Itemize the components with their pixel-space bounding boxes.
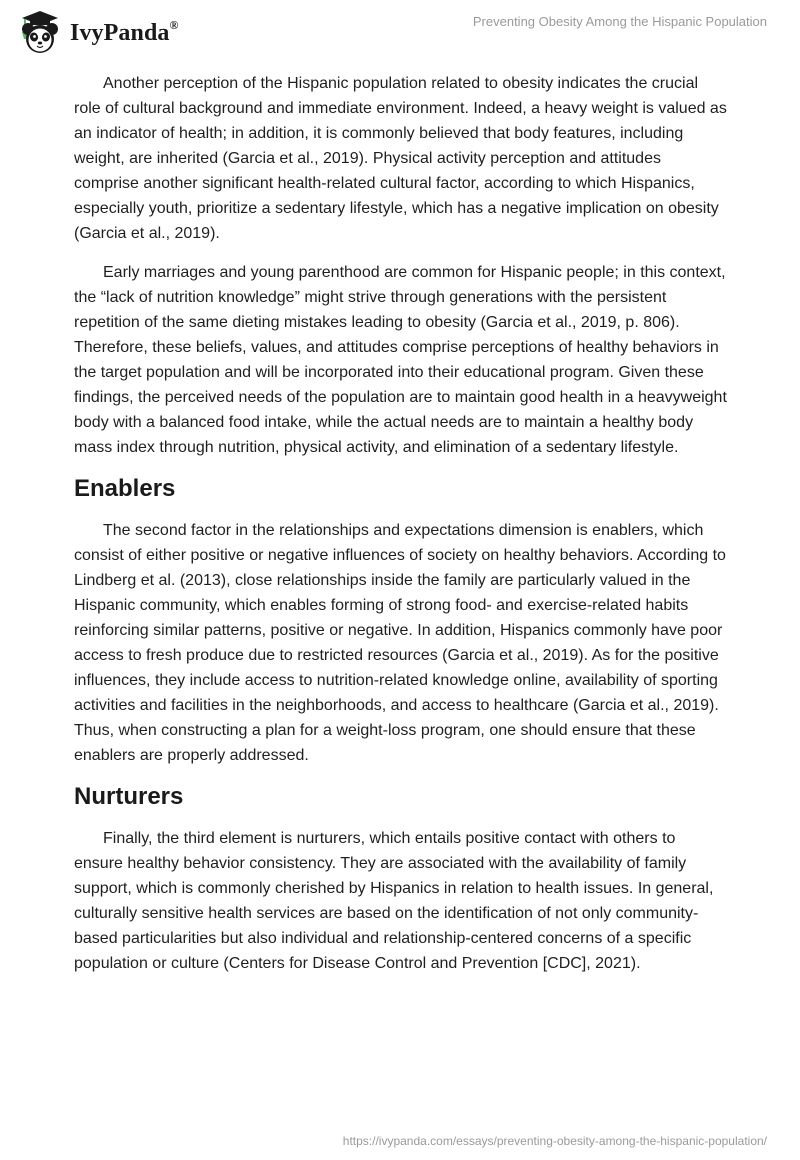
paragraph: Another perception of the Hispanic population related to obesity indicates the crucial role of cultural background and immediate environment. Indeed, a heavy weight is valued as an indicator of health; in addition, it is commonly believed that body features, including weight, are inherited (Garcia et al., 2019). Physical activity perception and attitudes comprise another significant health-related cultural factor, according to which Hispanics, especially youth, prioritize a sedentary lifestyle, which has a negative implication on obesity (Garcia et al., 2019). (74, 75, 727, 242)
ivypanda-logo[interactable] (14, 8, 179, 56)
source-url-link[interactable]: https://ivypanda.com/essays/preventing-obesity-among-the-hispanic-population/ (342, 1134, 767, 1148)
paragraph: The second factor in the relationships and expectations dimension is enablers, which consist of either positive or negative influences of society on healthy behaviors. According to Lindberg et al. (2013), close relationships inside the family are particularly valued in the Hispanic community, which enables forming of strong food- and exercise-related habits reinforcing similar patterns, positive or negative. In addition, Hispanics commonly have poor access to fresh produce due to restricted resources (Garcia et al., 2019). As for the positive influences, they include access to nutrition-related knowledge online, availability of sporting activities and facilities in the neighborhoods, and access to healthcare (Garcia et al., 2019). Thus, when constructing a plan for a weight-loss program, one should ensure that these enablers are properly addressed. (74, 522, 726, 764)
section-heading-enablers: Enablers (74, 475, 176, 502)
paragraph: Early marriages and young parenthood are common for Hispanic people; in this context, the “lack of nutrition knowledge” might strive through generations with the persistent repetition of the same dieting mistakes leading to obesity (Garcia et al., 2019, p. 806). Therefore, these beliefs, values, and attitudes comprise perceptions of healthy behaviors in the target population and will be incorporated into their educational program. Given these findings, the perceived needs of the population are to maintain good health in a heavyweight body with a balanced food intake, while the actual needs are to maintain a healthy body mass index through nutrition, physical activity, and elimination of a sedentary lifestyle. (74, 264, 727, 456)
paragraph: Finally, the third element is nurturers, which entails positive contact with others to ensure healthy behavior consistency. They are associated with the availability of family support, which is commonly cherished by Hispanics in relation to health issues. In general, culturally sensitive health services are based on the identification of not only community-based particularities but also individual and relationship-centered concerns of a specific population or culture (Centers for Disease Control and Prevention [CDC], 2021). (74, 830, 714, 972)
panda-logo-icon (14, 8, 66, 56)
brand-name: IvyPanda® (70, 17, 179, 46)
page-header (0, 0, 800, 60)
running-title: Preventing Obesity Among the Hispanic Population (472, 14, 767, 29)
essay-content (74, 71, 728, 990)
section-heading-nurturers: Nurturers (74, 783, 184, 810)
